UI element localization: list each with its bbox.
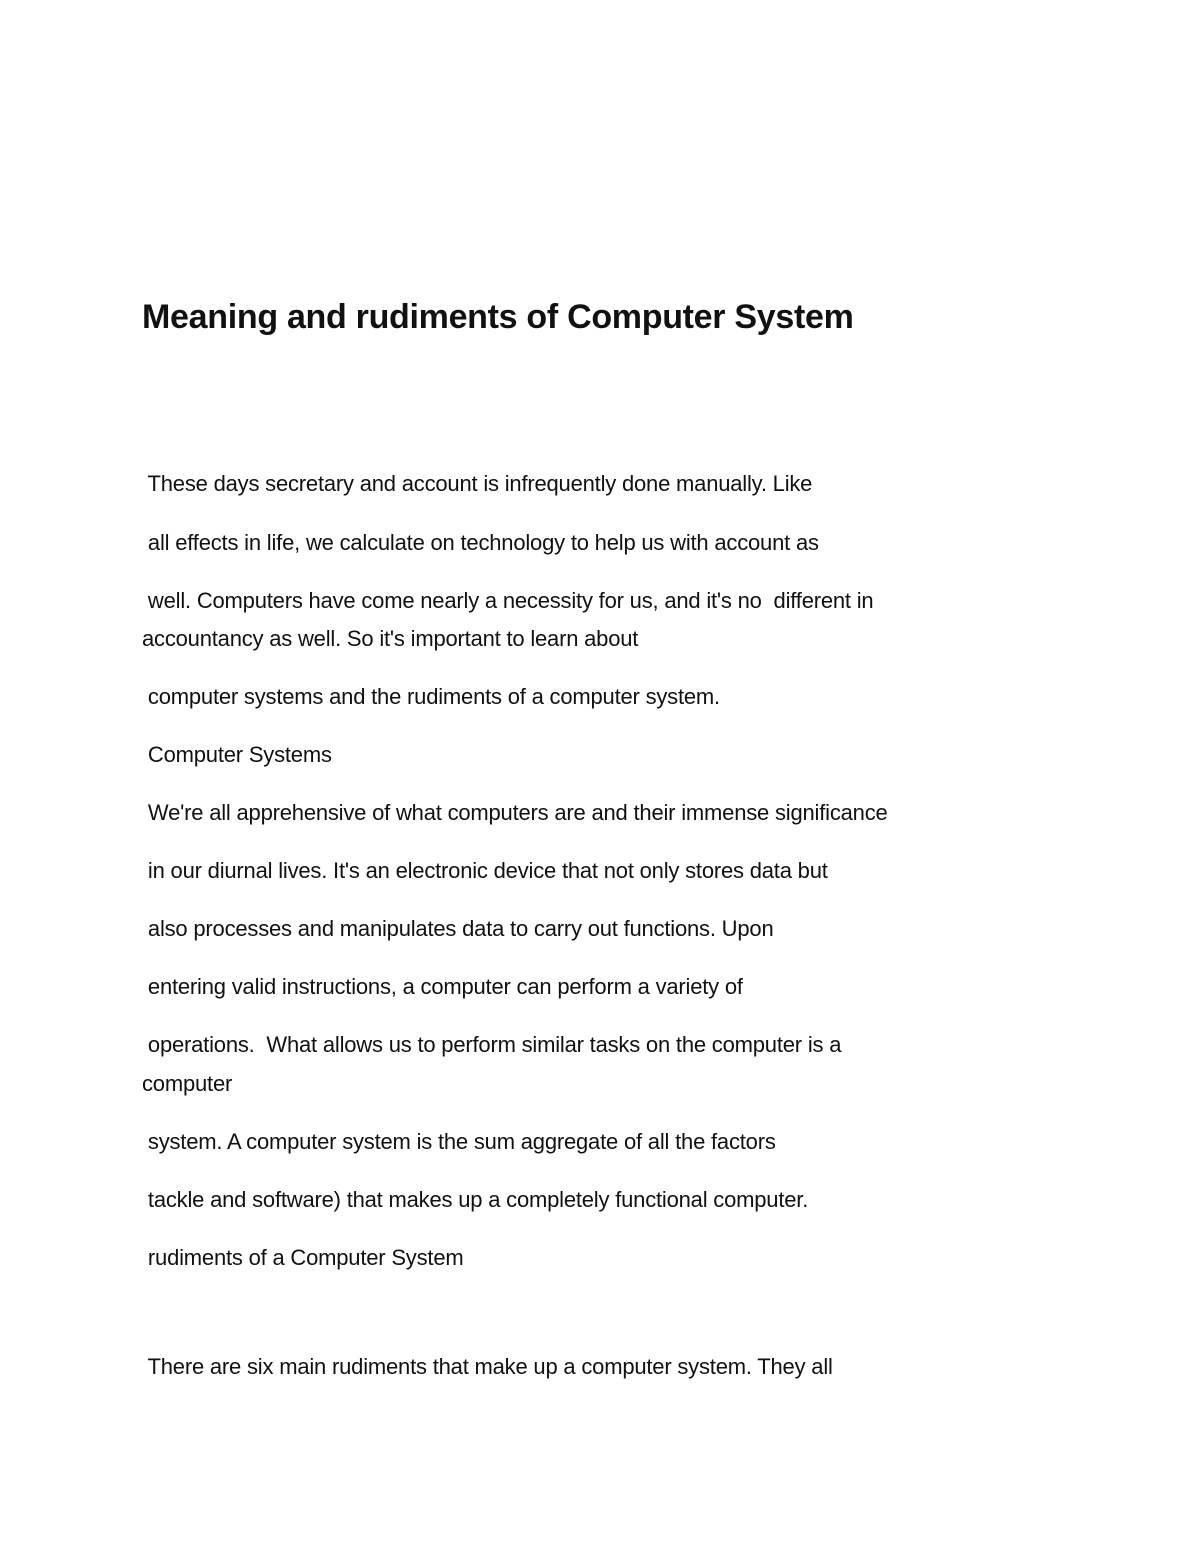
paragraph-line: well. Computers have come nearly a necessity for us, and it's no different in	[142, 588, 874, 613]
section-heading-line: Computer Systems	[142, 742, 332, 767]
paragraph-line: also processes and manipulates data to carry out functions. Upon	[142, 916, 774, 941]
paragraph-line: computer systems and the rudiments of a computer system.	[142, 684, 720, 709]
paragraph-line: system. A computer system is the sum aggregate of all the factors	[142, 1129, 776, 1154]
paragraph-line: There are six main rudiments that make up a computer system. They all	[142, 1354, 833, 1379]
paragraph-line: in our diurnal lives. It's an electronic device that not only stores data but	[142, 858, 828, 883]
section-heading-line: rudiments of a Computer System	[142, 1245, 464, 1270]
paragraph-line: tackle and software) that makes up a completely functional computer.	[142, 1187, 809, 1212]
paragraph-line: operations. What allows us to perform similar tasks on the computer is a	[142, 1032, 842, 1057]
paragraph-line: accountancy as well. So it's important to learn about	[142, 626, 639, 651]
paragraph-line: entering valid instructions, a computer can perform a variety of	[142, 974, 743, 999]
paragraph-line: computer	[142, 1071, 233, 1096]
paragraph-line: all effects in life, we calculate on technology to help us with account as	[142, 530, 819, 555]
paragraph-line: We're all apprehensive of what computers are and their immense significance	[142, 800, 888, 825]
document-title: Meaning and rudiments of Computer System	[142, 298, 854, 336]
paragraph-line: These days secretary and account is infrequently done manually. Like	[142, 471, 813, 496]
